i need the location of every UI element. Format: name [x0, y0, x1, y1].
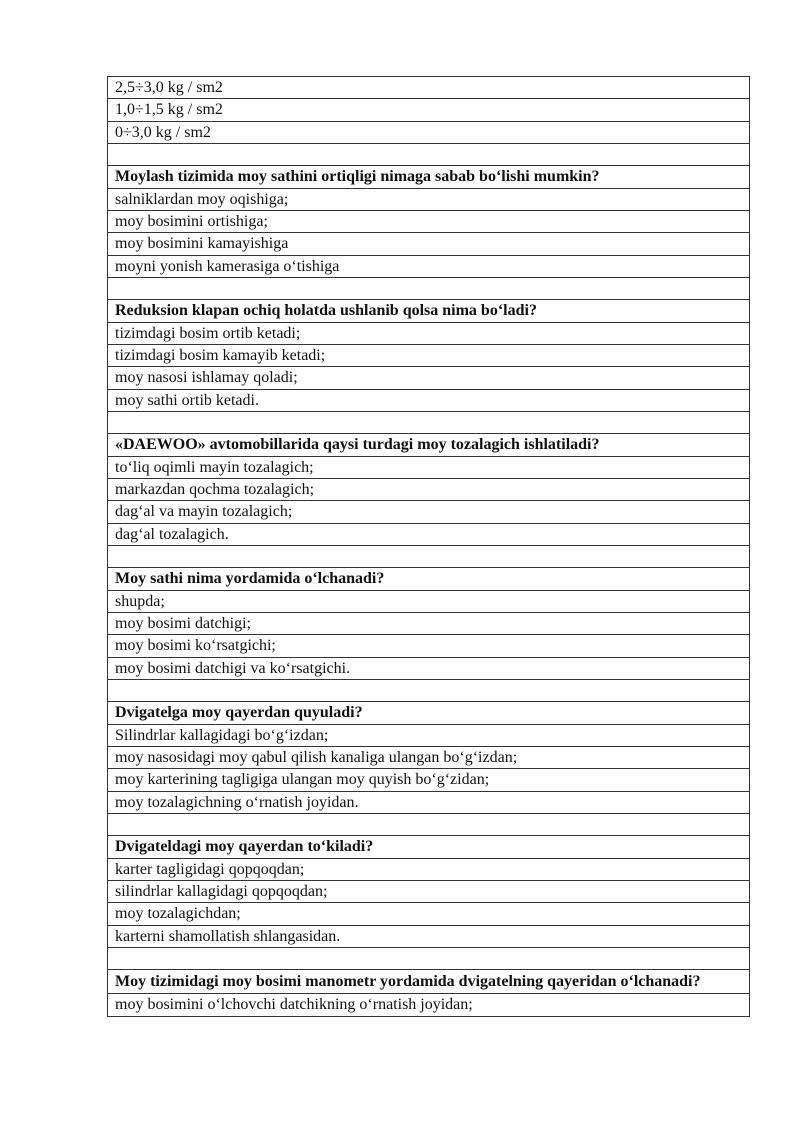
answer-row	[108, 880, 750, 902]
answer-text: moy bosimini o‘lchovchi datchikning o‘rnatish joyidan;	[108, 994, 750, 1016]
quiz-table-body	[108, 77, 750, 1017]
answer-row	[108, 210, 750, 232]
answer-text: dag‘al tozalagich.	[108, 523, 750, 545]
answer-row	[108, 791, 750, 813]
answer-row	[108, 99, 750, 121]
spacer-cell	[108, 411, 750, 434]
answer-row	[108, 344, 750, 366]
spacer-cell	[108, 143, 750, 166]
question-text: Dvigateldagi moy qayerdan to‘kiladi?	[108, 836, 750, 858]
answer-row	[108, 724, 750, 746]
question-row	[108, 434, 750, 456]
spacer-row	[108, 813, 750, 836]
answer-row	[108, 322, 750, 344]
spacer-row	[108, 411, 750, 434]
answer-row	[108, 612, 750, 634]
answer-row	[108, 478, 750, 500]
question-text: Reduksion klapan ochiq holatda ushlanib qolsa nima bo‘ladi?	[108, 300, 750, 322]
answer-text: 1,0÷1,5 kg / sm2	[108, 99, 750, 121]
spacer-row	[108, 277, 750, 300]
answer-row	[108, 590, 750, 612]
spacer-row	[108, 679, 750, 702]
spacer-cell	[108, 679, 750, 702]
answer-row	[108, 233, 750, 255]
answer-row	[108, 389, 750, 411]
spacer-row	[108, 947, 750, 970]
answer-text: silindrlar kallagidagi qopqoqdan;	[108, 880, 750, 902]
question-row	[108, 568, 750, 590]
question-row	[108, 970, 750, 994]
answer-text: moy bosimi datchigi va ko‘rsatgichi.	[108, 657, 750, 679]
answer-row	[108, 456, 750, 478]
spacer-cell	[108, 545, 750, 568]
spacer-row	[108, 143, 750, 166]
answer-text: tizimdagi bosim ortib ketadi;	[108, 322, 750, 344]
answer-text: moy bosimini kamayishiga	[108, 233, 750, 255]
answer-row	[108, 635, 750, 657]
answer-text: dag‘al va mayin tozalagich;	[108, 501, 750, 523]
question-text: Moy sathi nima yordamida o‘lchanadi?	[108, 568, 750, 590]
answer-text: 2,5÷3,0 kg / sm2	[108, 77, 750, 99]
answer-text: moy nasosi ishlamay qoladi;	[108, 367, 750, 389]
question-row	[108, 166, 750, 188]
answer-text: moy tozalagichdan;	[108, 903, 750, 925]
answer-text: moy tozalagichning o‘rnatish joyidan.	[108, 791, 750, 813]
answer-text: karterni shamollatish shlangasidan.	[108, 925, 750, 947]
answer-text: Silindrlar kallagidagi bo‘g‘izdan;	[108, 724, 750, 746]
question-row	[108, 836, 750, 858]
answer-row	[108, 858, 750, 880]
answer-text: moy sathi ortib ketadi.	[108, 389, 750, 411]
spacer-cell	[108, 947, 750, 970]
answer-text: moy bosimini ortishiga;	[108, 210, 750, 232]
answer-row	[108, 367, 750, 389]
question-row	[108, 702, 750, 724]
spacer-cell	[108, 813, 750, 836]
question-text: Moy tizimidagi moy bosimi manometr yordamida dvigatelning qayeridan o‘lchanadi?	[108, 970, 750, 994]
answer-text: tizimdagi bosim kamayib ketadi;	[108, 344, 750, 366]
answer-text: moyni yonish kamerasiga o‘tishiga	[108, 255, 750, 277]
answer-row	[108, 501, 750, 523]
question-text: «DAEWOO» avtomobillarida qaysi turdagi moy tozalagich ishlatiladi?	[108, 434, 750, 456]
answer-row	[108, 523, 750, 545]
answer-row	[108, 769, 750, 791]
spacer-cell	[108, 277, 750, 300]
answer-row	[108, 657, 750, 679]
question-text: Dvigatelga moy qayerdan quyuladi?	[108, 702, 750, 724]
spacer-row	[108, 545, 750, 568]
answer-row	[108, 188, 750, 210]
question-text: Moylash tizimida moy sathini ortiqligi nimaga sabab bo‘lishi mumkin?	[108, 166, 750, 188]
question-row	[108, 300, 750, 322]
answer-text: markazdan qochma tozalagich;	[108, 478, 750, 500]
answer-text: shupda;	[108, 590, 750, 612]
answer-row	[108, 77, 750, 99]
quiz-table	[107, 76, 750, 1017]
answer-text: salniklardan moy oqishiga;	[108, 188, 750, 210]
answer-text: karter tagligidagi qopqoqdan;	[108, 858, 750, 880]
answer-row	[108, 925, 750, 947]
answer-text: to‘liq oqimli mayin tozalagich;	[108, 456, 750, 478]
answer-row	[108, 121, 750, 143]
answer-row	[108, 255, 750, 277]
answer-text: moy bosimi datchigi;	[108, 612, 750, 634]
answer-text: 0÷3,0 kg / sm2	[108, 121, 750, 143]
answer-row	[108, 903, 750, 925]
answer-row	[108, 746, 750, 768]
answer-text: moy karterining tagligiga ulangan moy quyish bo‘g‘zidan;	[108, 769, 750, 791]
answer-text: moy nasosidagi moy qabul qilish kanaliga ulangan bo‘g‘izdan;	[108, 746, 750, 768]
answer-text: moy bosimi ko‘rsatgichi;	[108, 635, 750, 657]
answer-row	[108, 994, 750, 1016]
